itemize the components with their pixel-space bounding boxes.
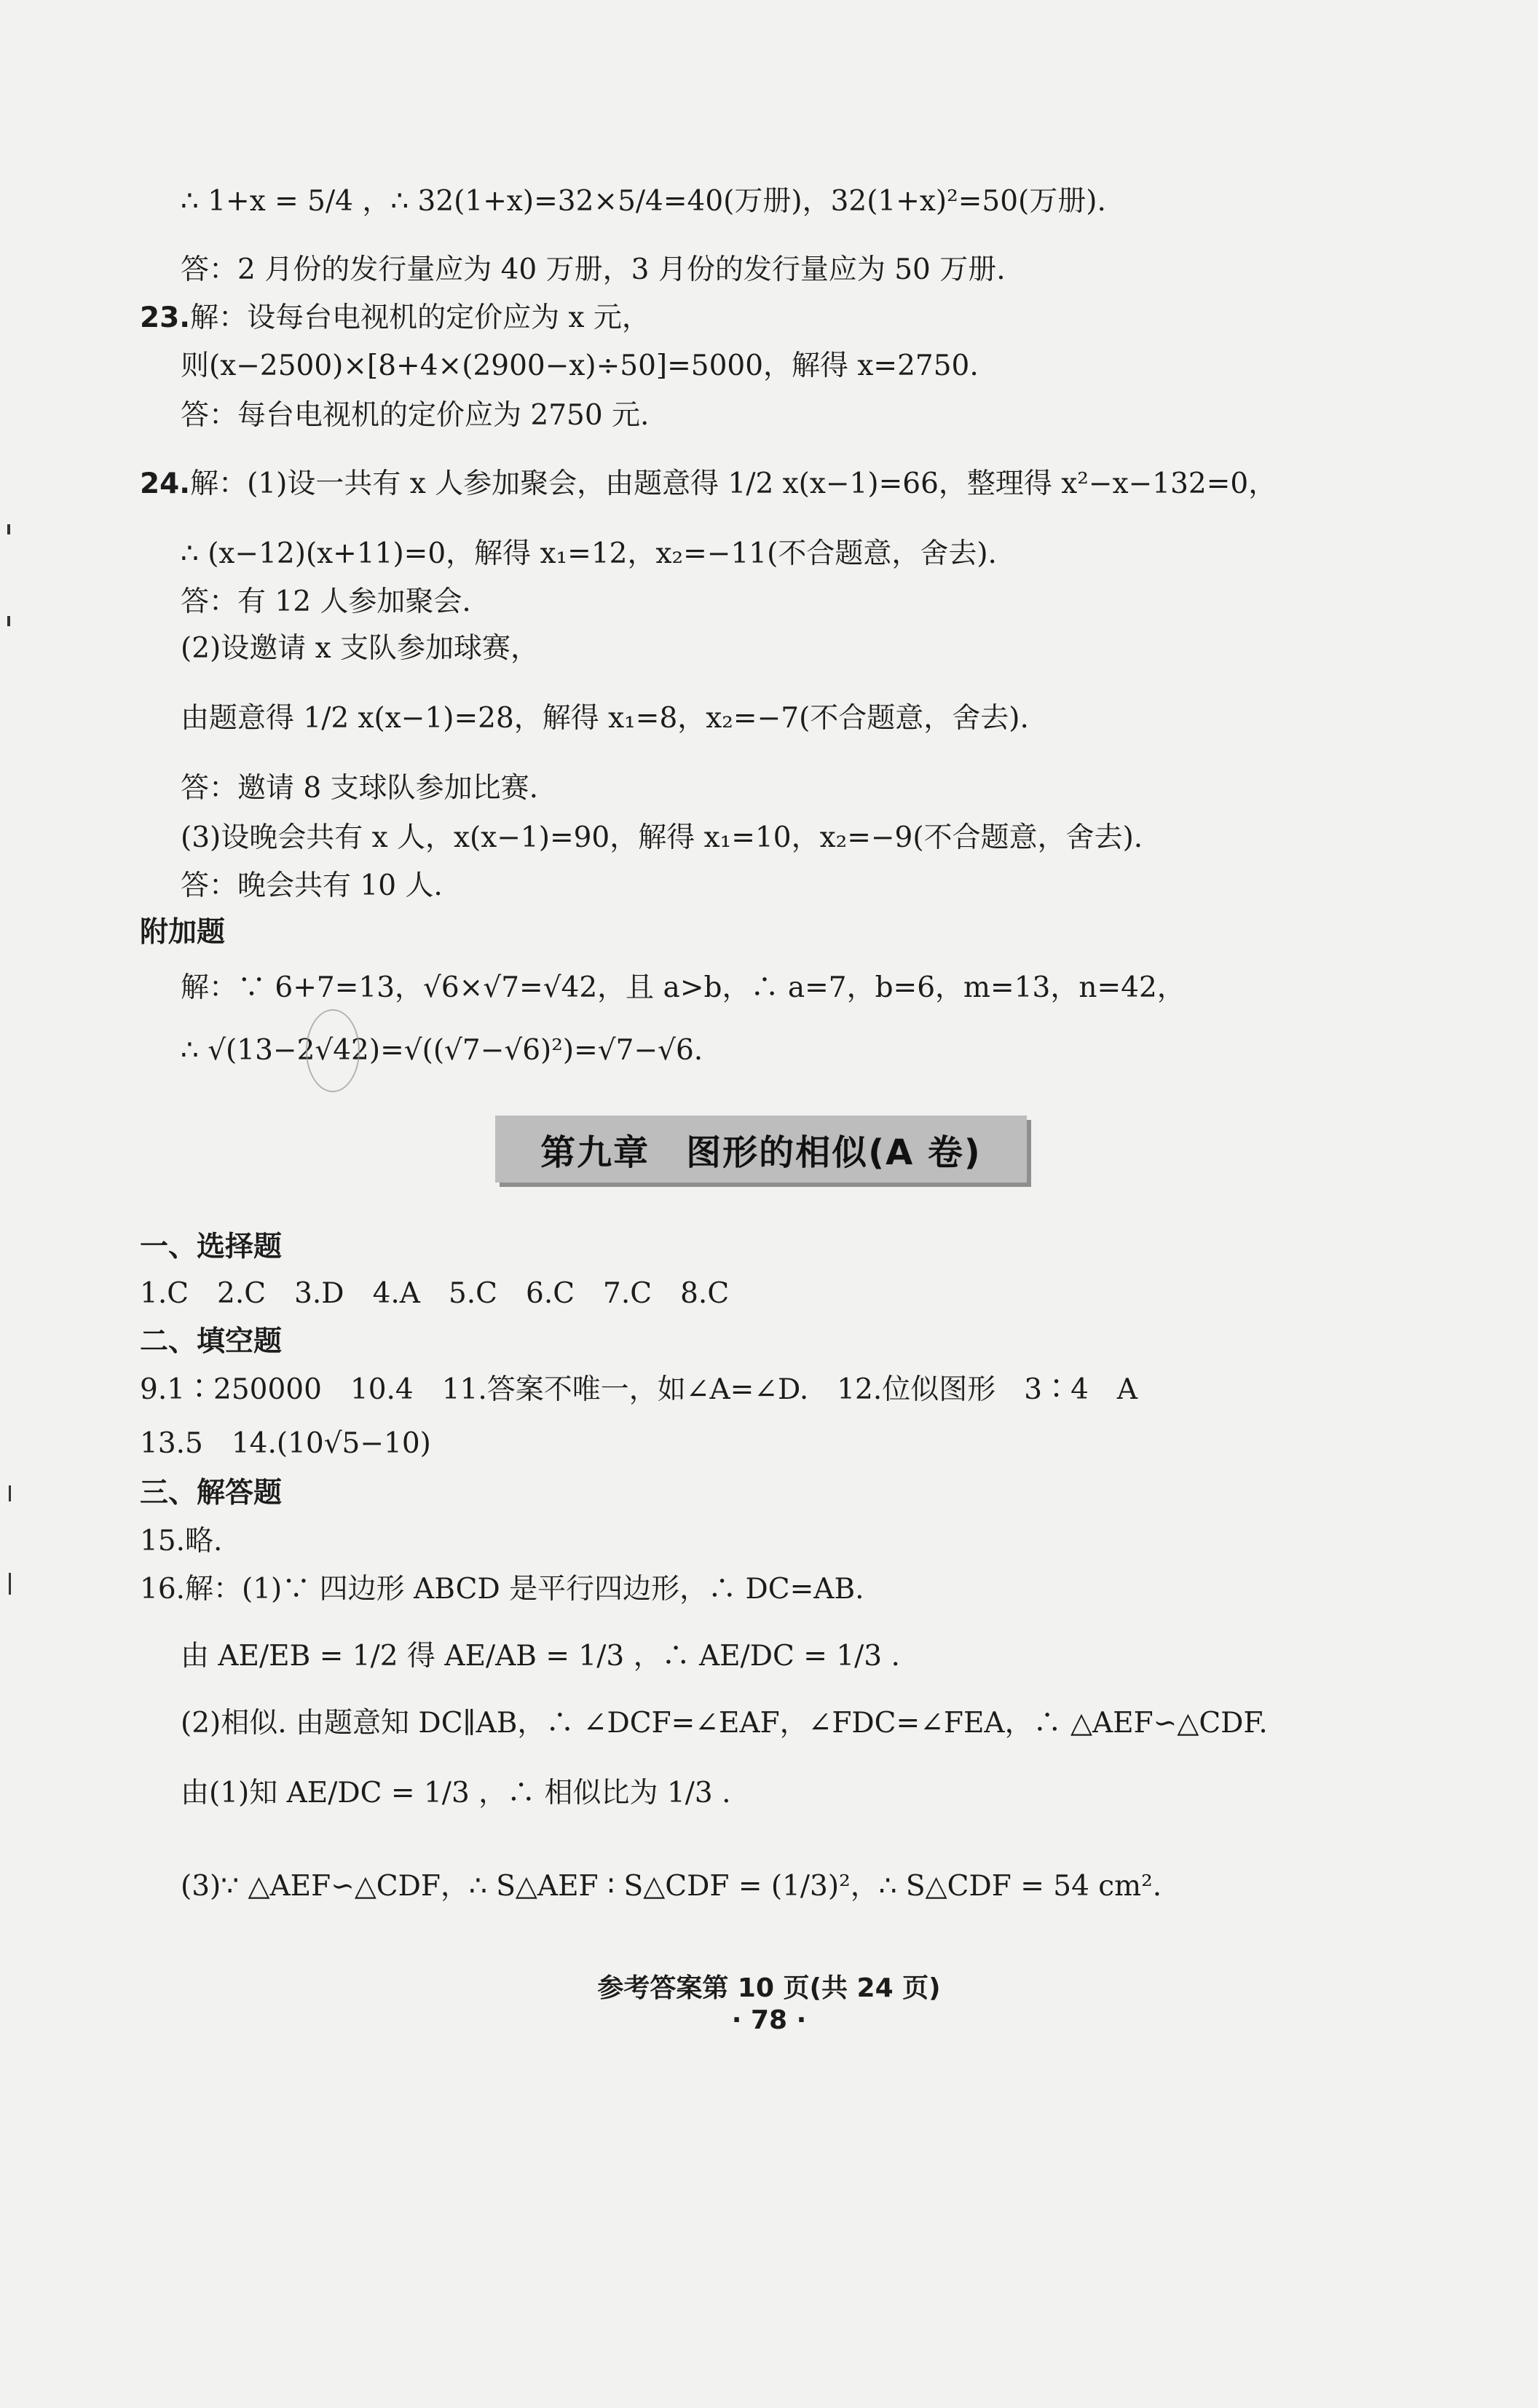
edge-mark <box>7 616 10 626</box>
question-text: 解：设每台电视机的定价应为 x 元， <box>190 301 650 334</box>
question-24 <box>140 466 1277 502</box>
edge-mark <box>9 1573 11 1595</box>
stamp-mark <box>306 1009 360 1092</box>
section-heading-solve: 三、解答题 <box>140 1477 283 1509</box>
page-footer-label: 参考答案第 10 页(共 24 页) <box>597 1973 941 2003</box>
answer-line-2: 答：2 月份的发行量应为 40 万册，3 月份的发行量应为 50 万册. <box>181 253 1006 286</box>
answer-line-7: ∴ (x−12)(x+11)=0，解得 x₁=12，x₂=−11(不合题意，舍去). <box>181 537 997 570</box>
edge-mark <box>7 524 10 534</box>
fill-answers-a: 9.1∶250000 10.4 11.答案不唯一，如∠A=∠D. 12.位似图形 3∶4 A <box>140 1373 1138 1406</box>
question-16-part2: (2)相似. 由题意知 DC∥AB，∴ ∠DCF=∠EAF，∠FDC=∠FEA，∴ △AEF∽△CDF. <box>181 1707 1268 1740</box>
extra-question-heading: 附加题 <box>140 916 226 949</box>
answer-line-11: 答：邀请 8 支球队参加比赛. <box>181 772 539 805</box>
edge-mark <box>9 1485 11 1501</box>
answer-line-10: 由题意得 1/2 x(x−1)=28，解得 x₁=8，x₂=−7(不合题意，舍去). <box>181 702 1029 735</box>
answer-line-1: ∴ 1+x = 5/4 ，∴ 32(1+x)=32×5/4=40(万册)，32(1+x)²=50(万册). <box>181 185 1106 218</box>
question-16-similarity: 由(1)知 AE/DC = 1/3 ，∴ 相似比为 1/3 . <box>181 1777 731 1809</box>
answer-line-16: ∴ √(13−2√42)=√((√7−√6)²)=√7−√6. <box>181 1034 703 1067</box>
answer-line-5: 答：每台电视机的定价应为 2750 元. <box>181 399 650 432</box>
question-16-part3: (3)∵ △AEF∽△CDF，∴ S△AEF ∶ S△CDF = (1/3)²，∴ S△CDF = 54 cm². <box>181 1870 1162 1903</box>
answer-line-12: (3)设晚会共有 x 人，x(x−1)=90，解得 x₁=10，x₂=−9(不合题意，舍去). <box>181 821 1143 854</box>
question-16-part1: 16.解：(1)∵ 四边形 ABCD 是平行四边形，∴ DC=AB. <box>140 1573 864 1606</box>
answer-line-15: 解：∵ 6+7=13，√6×√7=√42，且 a>b，∴ a=7，b=6，m=13，n=42， <box>181 971 1186 1004</box>
question-16-ratio: 由 AE/EB = 1/2 得 AE/AB = 1/3 ，∴ AE/DC = 1/3 . <box>181 1640 900 1673</box>
section-heading-fill: 二、填空题 <box>140 1325 283 1358</box>
question-text: 解：(1)设一共有 x 人参加聚会，由题意得 1/2 x(x−1)=66，整理得 x²−x−132=0， <box>190 467 1277 500</box>
answer-line-13: 答：晚会共有 10 人. <box>181 869 443 902</box>
chapter-title: 第九章 图形的相似(A 卷) <box>495 1116 1027 1183</box>
answer-line-8: 答：有 12 人参加聚会. <box>181 585 471 618</box>
question-number: 24. <box>140 467 191 500</box>
question-15: 15.略. <box>140 1525 223 1558</box>
choice-answers: 1.C 2.C 3.D 4.A 5.C 6.C 7.C 8.C <box>140 1277 730 1310</box>
question-number: 23. <box>140 301 191 334</box>
answer-line-9: (2)设邀请 x 支队参加球赛， <box>181 632 540 665</box>
page-number: · 78 · <box>731 2005 807 2035</box>
question-23 <box>140 300 650 336</box>
fill-answers-b: 13.5 14.(10√5−10) <box>140 1427 431 1460</box>
answer-line-4: 则(x−2500)×[8+4×(2900−x)÷50]=5000，解得 x=2750. <box>181 350 979 382</box>
section-heading-choice: 一、选择题 <box>140 1231 283 1263</box>
